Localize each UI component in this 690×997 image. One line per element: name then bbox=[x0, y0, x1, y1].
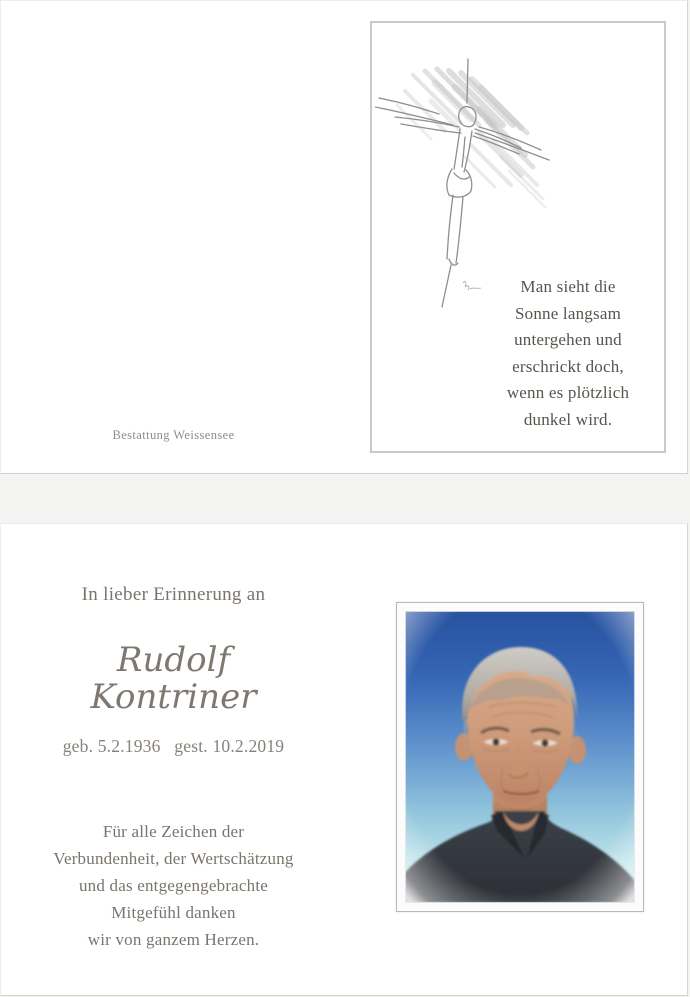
verse-text bbox=[480, 274, 656, 433]
deceased-name bbox=[1, 642, 346, 716]
verse-panel bbox=[370, 21, 666, 453]
deceased-last-name: Kontriner bbox=[90, 677, 257, 717]
thanks-line: und das entgegengebrachte bbox=[78, 876, 269, 895]
portrait-photo-frame bbox=[396, 602, 644, 912]
deceased-first-name: Rudolf bbox=[116, 640, 231, 680]
card-inner bbox=[0, 523, 688, 996]
birth-death-dates: geb. 5.2.1936 gest. 10.2.2019 bbox=[62, 736, 285, 756]
thanks-text bbox=[1, 818, 346, 953]
verse-line: Man sieht die bbox=[520, 277, 616, 296]
thanks-line: Für alle Zeichen der bbox=[102, 822, 245, 841]
verse-line: dunkel wird. bbox=[523, 409, 613, 429]
card-front-outer bbox=[0, 0, 688, 474]
publisher-imprint: Bestattung Weissensee bbox=[112, 428, 235, 442]
thanks-line: Mitgefühl danken bbox=[111, 903, 236, 922]
thanks-line: Verbundenheit, der Wertschätzung bbox=[53, 849, 294, 868]
verse-line: untergehen und bbox=[514, 330, 622, 349]
portrait-photo bbox=[405, 611, 635, 903]
verse-line: wenn es plötzlich bbox=[506, 383, 630, 402]
verse-line: erschrickt doch, bbox=[512, 356, 624, 376]
memorial-intro: In lieber Erinnerung an bbox=[81, 584, 266, 605]
thanks-line: wir von ganzem Herzen. bbox=[87, 930, 260, 949]
verse-line: Sonne langsam bbox=[514, 303, 621, 323]
